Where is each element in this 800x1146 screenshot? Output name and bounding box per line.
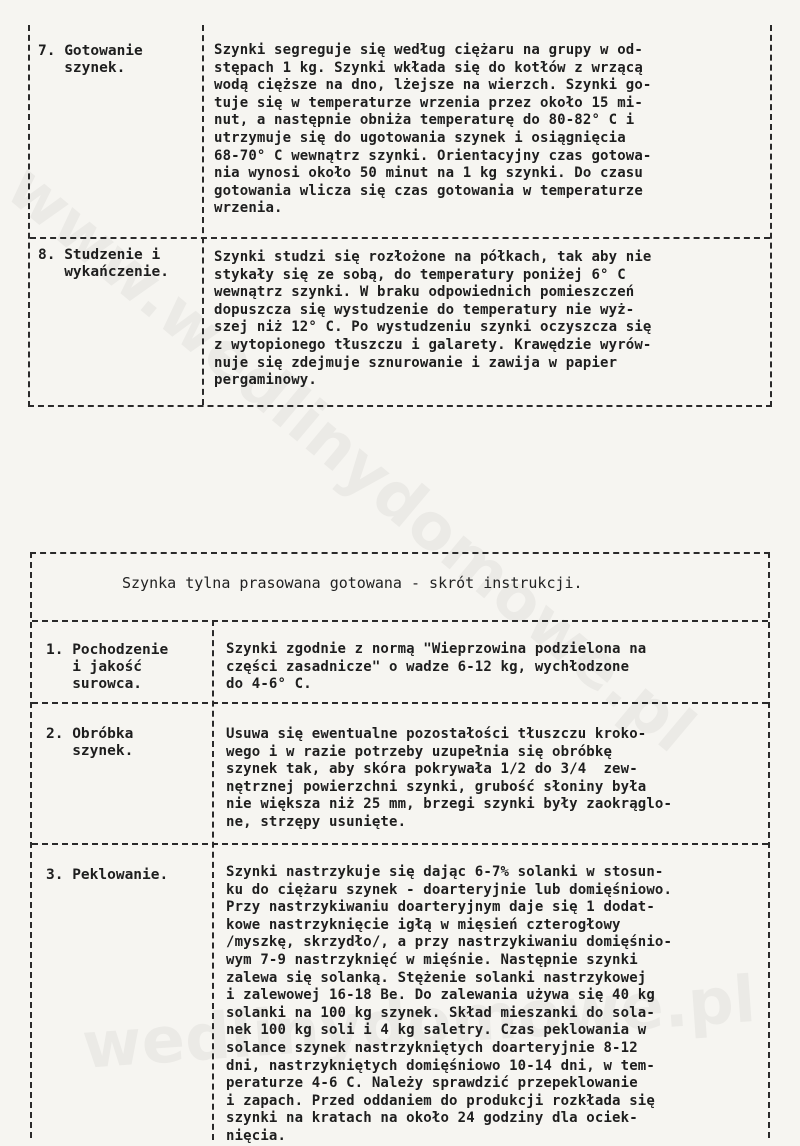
row-text-trimming: Usuwa się ewentualne pozostałości tłuszczu kroko- wego i w razie potrzeby uzupełnia się obróbkę szynek tak, aby skóra pokrywała 1/2 do 3/4 zew- nętrznej powierzchni szynki, grubość słoniny była nie większa niż 25 mm, brzegi szynki były zaokrąglo- ne, strzępy usunięte. <box>226 726 673 830</box>
top-table <box>28 25 772 407</box>
bottom-table <box>30 552 770 1144</box>
row-text-cooling: Szynki studzi się rozłożone na półkach, tak aby nie stykały się ze sobą, do temperatury poniżej 6° C wewnątrz szynki. W braku odpowiednich pomieszczeń dopuszcza się wystudzenie do temperatury nie wyż- szej niż 12° C. Po wystudzeniu szynki oczyszcza się z wytopionego tłuszczu i galarety. Krawędzie wyrów- nuje się zdejmuje sznurowanie i zawija w papier pergaminowy. <box>214 249 652 389</box>
title-divider <box>32 620 768 622</box>
row-text-cooking: Szynki segreguje się według ciężaru na grupy w od- stępach 1 kg. Szynki wkłada się do kotłów z wrzącą wodą cięższe na dno, lżejsze na wierzch. Szynki go- tuje się w temperaturze wrzenia przez około 15 mi- nut, a następnie obniża temperaturę do 80-82° C i utrzymuje się do ugotowania szynek i osiągnięcia 68-70° C wewnątrz szynki. Orientacyjny czas gotowa- nia wynosi około 50 minut na 1 kg szynki. Do czasu gotowania wlicza się czas gotowania w temperaturze wrzenia. <box>214 42 652 217</box>
bottom-row-divider-1 <box>32 702 768 704</box>
row-text-origin: Szynki zgodnie z normą "Wieprzowina podzielona na części zasadnicze" o wadze 6-12 kg, wychłodzone do 4-6° C. <box>226 641 647 693</box>
row-label-cooling: 8. Studzenie i wykańczenie. <box>38 247 169 280</box>
row-label-origin: 1. Pochodzenie i jakość surowca. <box>46 642 169 692</box>
row-text-curing: Szynki nastrzykuje się dając 6-7% solanki w stosun- ku do ciężaru szynek - doarteryjnie lub domięśniowo. Przy nastrzykiwaniu doarteryjnym daje się 1 dodat- kowe nastrzyknięcie igłą w mięsień czterogłowy /myszkę, skrzydło/, a przy nastrzykiwaniu domięśnio- wym 7-9 nastrzyknięć w mięśnie. Następnie szynki zalewa się solanką. Stężenie solanki nastrzykowej i zalewowej 16-18 Be. Do zalewania używa się 40 kg solanki na 100 kg szynek. Skład mieszanki do sola- nek 100 kg soli i 4 kg saletry. Czas peklowania w solance szynek nastrzykniętych doarteryjnie 8-12 dni, nastrzykniętych domięśniowo 10-14 dni, w tem- peraturze 4-6 C. Należy sprawdzić przepeklowanie i zapach. Przed oddaniem do produkcji rozkłada się szynki na kratach na około 24 godziny dla ociek- nięcia. <box>226 864 673 1144</box>
row-label-cooking: 7. Gotowanie szynek. <box>38 43 143 76</box>
top-row-divider <box>30 237 770 239</box>
top-table-column-divider <box>202 25 204 405</box>
bottom-row-divider-2 <box>32 843 768 845</box>
row-label-curing: 3. Peklowanie. <box>46 867 169 883</box>
row-label-trimming: 2. Obróbka szynek. <box>46 726 134 759</box>
bottom-table-column-divider <box>212 620 214 1140</box>
bottom-table-title: Szynka tylna prasowana gotowana - skrót instrukcji. <box>122 574 583 592</box>
